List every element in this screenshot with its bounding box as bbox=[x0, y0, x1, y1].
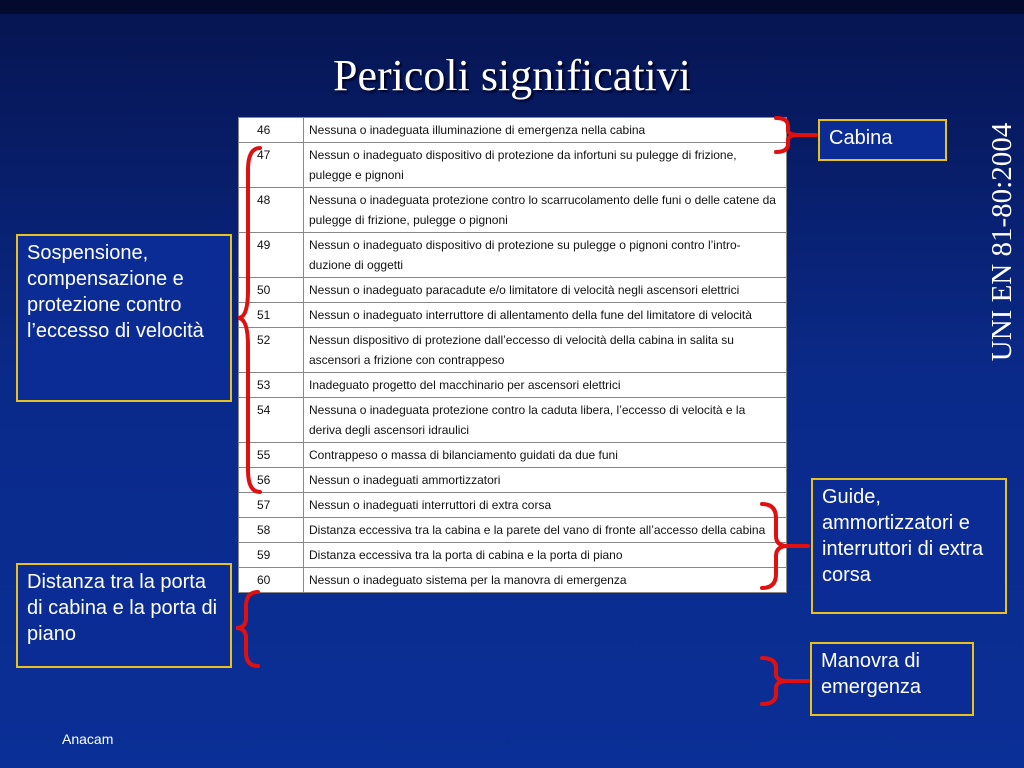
table-row bbox=[239, 118, 787, 143]
brace-guide bbox=[752, 498, 812, 594]
table-row bbox=[239, 568, 787, 593]
table-row bbox=[239, 303, 787, 328]
hazard-number: 58 bbox=[239, 518, 304, 543]
label-cabina: Cabina bbox=[818, 119, 947, 161]
hazard-number: 48 bbox=[239, 188, 304, 233]
top-band bbox=[0, 0, 1024, 14]
table-row bbox=[239, 398, 787, 443]
hazard-description: Nessuna o inadeguata illuminazione di emergenza nella cabina bbox=[304, 118, 787, 143]
hazard-number: 54 bbox=[239, 398, 304, 443]
label-sospensione: Sospensione, compensazione e protezione contro l’eccesso di velocità bbox=[16, 234, 232, 402]
hazard-description: Nessun o inadeguati interruttori di extra corsa bbox=[304, 493, 787, 518]
table-row bbox=[239, 278, 787, 303]
hazard-description: Nessun o inadeguato dispositivo di protezione da infortuni su pulegge di frizione, pulegge e pignoni bbox=[304, 143, 787, 188]
table-row bbox=[239, 143, 787, 188]
table-row bbox=[239, 328, 787, 373]
table-row bbox=[239, 373, 787, 398]
hazard-number: 53 bbox=[239, 373, 304, 398]
hazard-number: 50 bbox=[239, 278, 304, 303]
brace-manovra bbox=[752, 652, 812, 710]
table-row bbox=[239, 518, 787, 543]
hazard-number: 51 bbox=[239, 303, 304, 328]
table-row bbox=[239, 233, 787, 278]
hazard-description: Nessuna o inadeguata protezione contro la caduta libera, l’eccesso di velocità e la deriva degli ascensori idraulici bbox=[304, 398, 787, 443]
hazard-description: Nessuna o inadeguata protezione contro lo scarrucolamento delle funi o delle catene da pulegge di frizione, pulegge o pignoni bbox=[304, 188, 787, 233]
table-row bbox=[239, 493, 787, 518]
hazard-number: 47 bbox=[239, 143, 304, 188]
hazard-description: Nessun o inadeguato paracadute e/o limitatore di velocità negli ascensori elettrici bbox=[304, 278, 787, 303]
hazard-description: Distanza eccessiva tra la cabina e la parete del vano di fronte all’accesso della cabina bbox=[304, 518, 787, 543]
hazard-number: 55 bbox=[239, 443, 304, 468]
table-row bbox=[239, 543, 787, 568]
hazard-description: Nessun o inadeguato sistema per la manovra di emergenza bbox=[304, 568, 787, 593]
hazard-number: 60 bbox=[239, 568, 304, 593]
hazard-description: Nessun dispositivo di protezione dall’eccesso di velocità della cabina in salita su ascensori a frizione con contrappeso bbox=[304, 328, 787, 373]
brace-sospensione bbox=[228, 140, 268, 500]
table-row bbox=[239, 443, 787, 468]
brace-distanza bbox=[228, 586, 268, 672]
table-row bbox=[239, 188, 787, 233]
hazard-number: 52 bbox=[239, 328, 304, 373]
hazard-description: Nessun o inadeguato dispositivo di protezione su pulegge o pignoni contro l’intro-duzione di oggetti bbox=[304, 233, 787, 278]
slide-title: Pericoli significativi bbox=[332, 51, 692, 100]
standard-reference: UNI EN 81-80:2004 bbox=[986, 122, 1018, 362]
hazard-description: Nessun o inadeguati ammortizzatori bbox=[304, 468, 787, 493]
label-guide: Guide, ammortizzatori e interruttori di extra corsa bbox=[811, 478, 1007, 614]
hazards-table bbox=[238, 117, 787, 593]
hazard-number: 49 bbox=[239, 233, 304, 278]
footer-text: Anacam bbox=[62, 731, 114, 747]
hazard-number: 56 bbox=[239, 468, 304, 493]
hazard-description: Inadeguato progetto del macchinario per ascensori elettrici bbox=[304, 373, 787, 398]
hazard-description: Nessun o inadeguato interruttore di allentamento della fune del limitatore di velocità bbox=[304, 303, 787, 328]
label-distanza: Distanza tra la porta di cabina e la porta di piano bbox=[16, 563, 232, 668]
table-row bbox=[239, 468, 787, 493]
brace-cabina bbox=[770, 112, 820, 158]
hazard-description: Distanza eccessiva tra la porta di cabina e la porta di piano bbox=[304, 543, 787, 568]
hazard-description: Contrappeso o massa di bilanciamento guidati da due funi bbox=[304, 443, 787, 468]
hazard-number: 46 bbox=[239, 118, 304, 143]
hazard-number: 59 bbox=[239, 543, 304, 568]
hazard-number: 57 bbox=[239, 493, 304, 518]
label-manovra: Manovra di emergenza bbox=[810, 642, 974, 716]
